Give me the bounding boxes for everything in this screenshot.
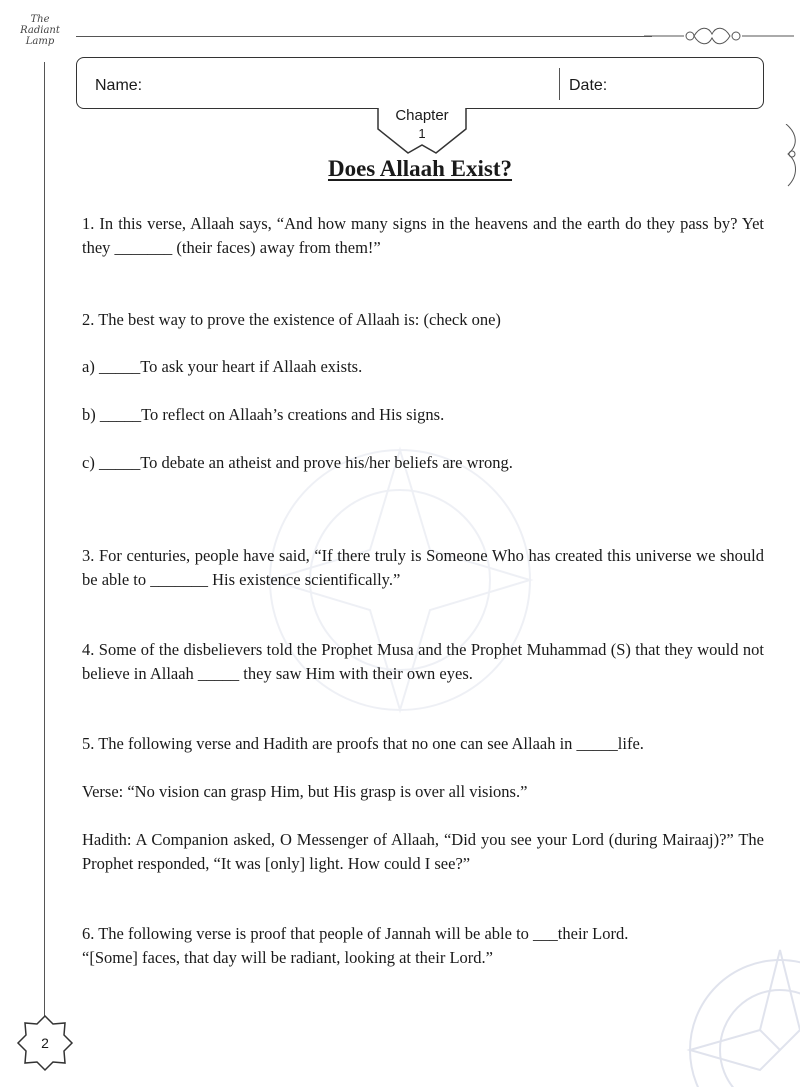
left-margin-line <box>44 62 45 1020</box>
option-a: a) _____To ask your heart if Allaah exists. <box>82 357 363 376</box>
logo-line: Radiant <box>20 25 60 36</box>
question-2: 2. The best way to prove the existence of Allaah is: (check one) <box>82 310 501 329</box>
page-title: Does Allaah Exist? <box>327 156 513 181</box>
chapter-heading <box>360 107 484 143</box>
box-divider <box>559 68 560 100</box>
date-label: Date: <box>569 77 608 94</box>
publisher-logo <box>16 14 64 47</box>
chapter-number: 1 <box>418 126 426 141</box>
corner-ornament-icon <box>640 890 800 1087</box>
flourish-ornament-icon <box>644 24 794 46</box>
logo-line: The <box>30 14 50 25</box>
chapter-label: Chapter <box>395 107 449 124</box>
hadith-text: Hadith: A Companion asked, O Messenger of Allaah, “Did you see your Lord (during Mairaaj)?” The Prophet responded, “It was [only] light. How could I see?” <box>82 830 764 873</box>
page-number: 2 <box>41 1035 49 1051</box>
question-4: 4. Some of the disbelievers told the Prophet Musa and the Prophet Muhammad (S) that they would not believe in Allaah _____ they saw Him with their own eyes. <box>82 640 764 683</box>
header-rule <box>76 36 652 37</box>
question-6: 6. The following verse is proof that people of Jannah will be able to ___their Lord. <box>82 924 629 943</box>
question-1: 1. In this verse, Allaah says, “And how many signs in the heavens and the earth do they pass by? Yet they _______ (their faces) away from them!” <box>82 214 764 257</box>
name-date-box <box>76 57 764 109</box>
verse-text: Verse: “No vision can grasp Him, but His grasp is over all visions.” <box>82 782 528 801</box>
verse-quote: “[Some] faces, that day will be radiant, looking at their Lord.” <box>82 948 493 967</box>
option-b: b) _____To reflect on Allaah’s creations and His signs. <box>82 405 445 424</box>
name-label: Name: <box>95 77 143 94</box>
option-c: c) _____To debate an atheist and prove his/her beliefs are wrong. <box>82 453 513 472</box>
question-5: 5. The following verse and Hadith are proofs that no one can see Allaah in _____life. <box>82 734 644 753</box>
logo-line: Lamp <box>25 36 55 47</box>
question-3: 3. For centuries, people have said, “If there truly is Someone Who has created this universe we should be able to _______ His existence scientifically.” <box>82 546 764 589</box>
